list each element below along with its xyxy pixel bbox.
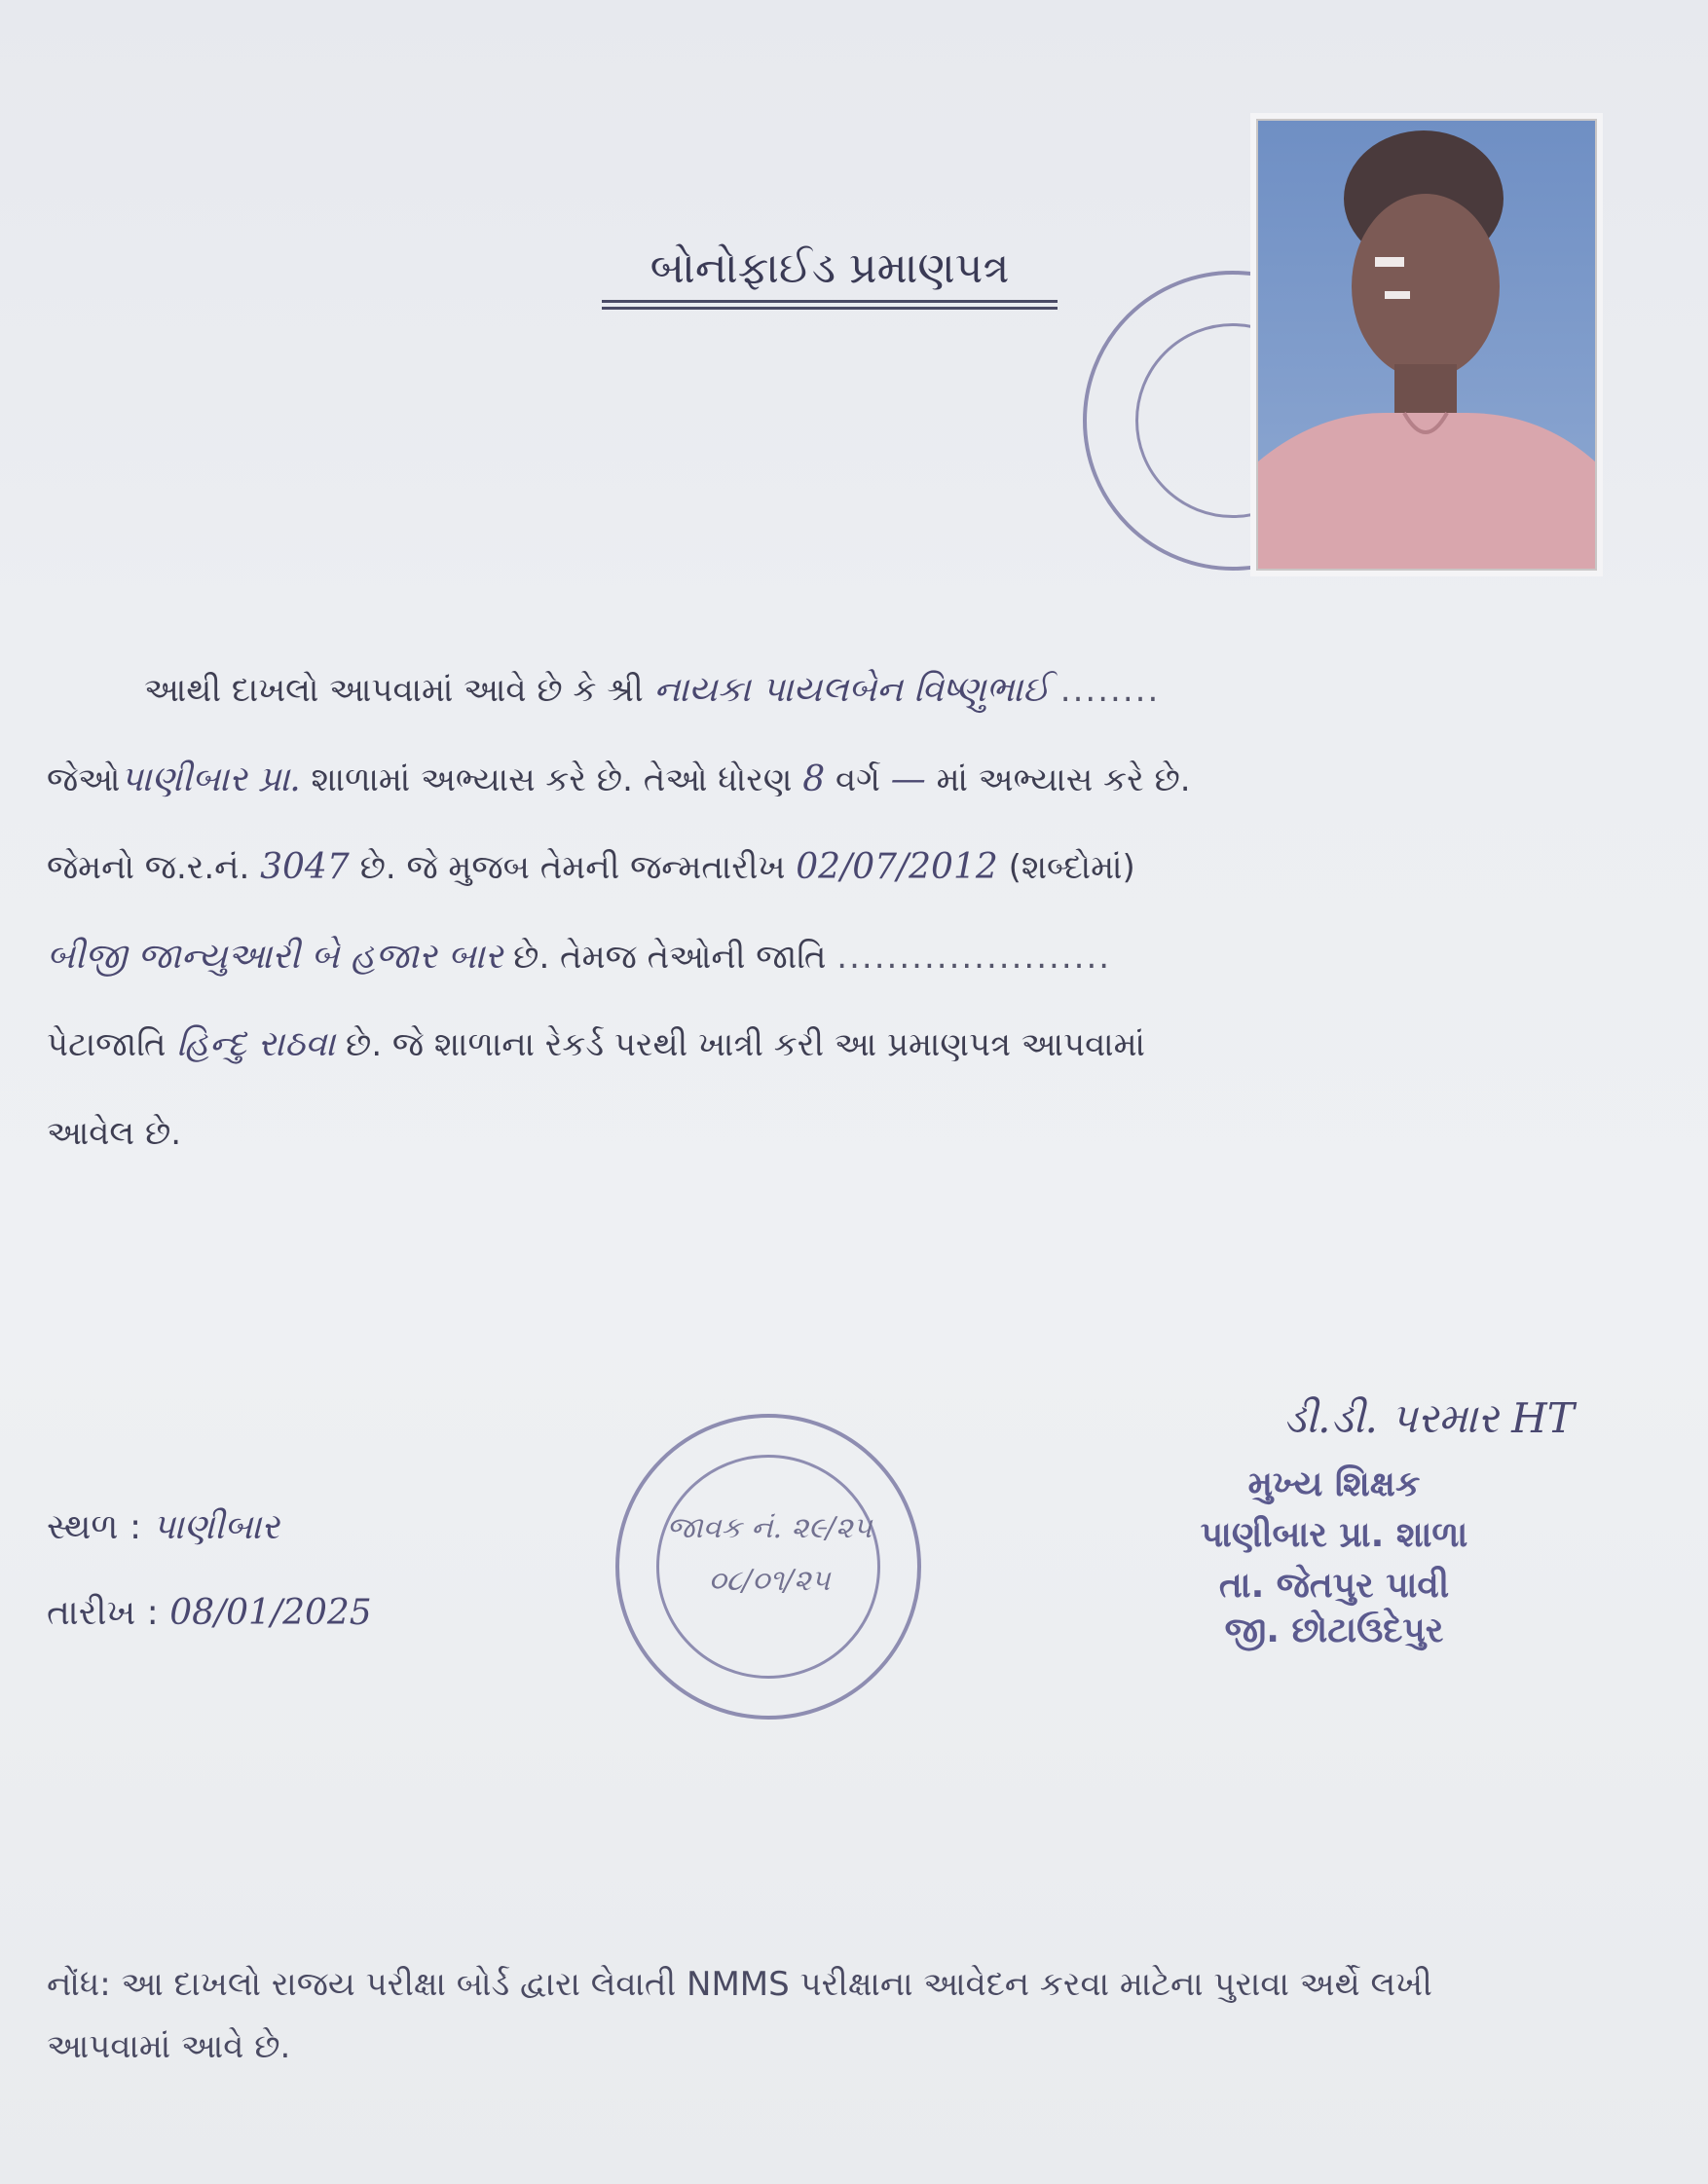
title-underline [602, 300, 1058, 303]
stamp-outgoing-number: જાવક નં. ૨૯/૨૫ [666, 1511, 873, 1545]
handwritten-signature: ડી.ડી. પરમાર HT [1283, 1394, 1575, 1442]
signatory-line-2: પાણીબાર પ્રા. શાળા [1200, 1515, 1468, 1555]
date-of-birth-words: બીજી જાન્યુઆરી બે હજાર બાર [47, 937, 503, 977]
place-value: પાણીબાર [152, 1507, 279, 1547]
note-block [47, 1953, 1432, 2078]
line-1: આથી દાખલો આપવામાં આવે છે કે શ્રી નાયકા પાયલબેન વિષ્ણુભાઈ ........ [144, 670, 1161, 710]
standard-value: 8 [802, 759, 826, 799]
line-3: જેમનો જ.ર.નં. 3047 છે. જે મુજબ તેમની જન્મતારીખ 02/07/2012 (શબ્દોમાં) [47, 847, 1135, 887]
line-2: જેઓપાણીબાર પ્રા. શાળામાં અભ્યાસ કરે છે. તેઓ ધોરણ 8 વર્ગ — માં અભ્યાસ કરે છે. [47, 759, 1191, 799]
line-4: બીજી જાન્યુઆરી બે હજાર બાર છે. તેમજ તેઓની જાતિ ...................... [47, 937, 1112, 977]
register-number: 3047 [260, 847, 350, 887]
place-row: સ્થળ : પાણીબાર [47, 1507, 279, 1547]
title-underline-second [602, 307, 1058, 310]
date-of-birth: 02/07/2012 [796, 847, 998, 887]
signatory-block [1149, 1464, 1519, 1651]
note-line-1: નોંધ: આ દાખલો રાજય પરીક્ષા બોર્ડ દ્વારા લેવાતી NMMS પરીક્ષાના આવેદન કરવા માટેના પુરાવા અર્થે લખી [47, 1965, 1432, 2004]
school-name: પાણીબાર પ્રા. [120, 759, 301, 799]
line-5: પેટાજાતિ હિન્દુ રાઠવા છે. જે શાળાના રેકર્ડ પરથી ખાત્રી કરી આ પ્રમાણપત્ર આપવામાં [47, 1024, 1145, 1064]
division-value: — [890, 759, 926, 799]
signatory-line-1: મુખ્ય શિક્ષક [1247, 1464, 1421, 1504]
line-6: આવેલ છે. [47, 1114, 182, 1153]
signatory-line-3: તા. જેતપુર પાવી [1218, 1566, 1450, 1606]
student-name: નાયકા પાયલબેન વિષ્ણુભાઈ [653, 670, 1050, 710]
certificate-title: બોનોફાઈડ પ્રમાણપત્ર [650, 243, 1010, 293]
school-stamp-center [615, 1414, 921, 1720]
date-row: તારીખ : 08/01/2025 [47, 1593, 372, 1633]
stamp-date: ૦૮/૦૧/૨૫ [708, 1564, 831, 1598]
subcaste-value: હિન્દુ રાઠવા [176, 1024, 336, 1064]
student-photo-image [1258, 121, 1595, 569]
signatory-line-4: જી. છોટાઉદેપુર [1224, 1610, 1444, 1650]
student-photo [1256, 119, 1597, 571]
date-value: 08/01/2025 [169, 1593, 372, 1633]
note-line-2: આપવામાં આવે છે. [47, 2027, 291, 2066]
